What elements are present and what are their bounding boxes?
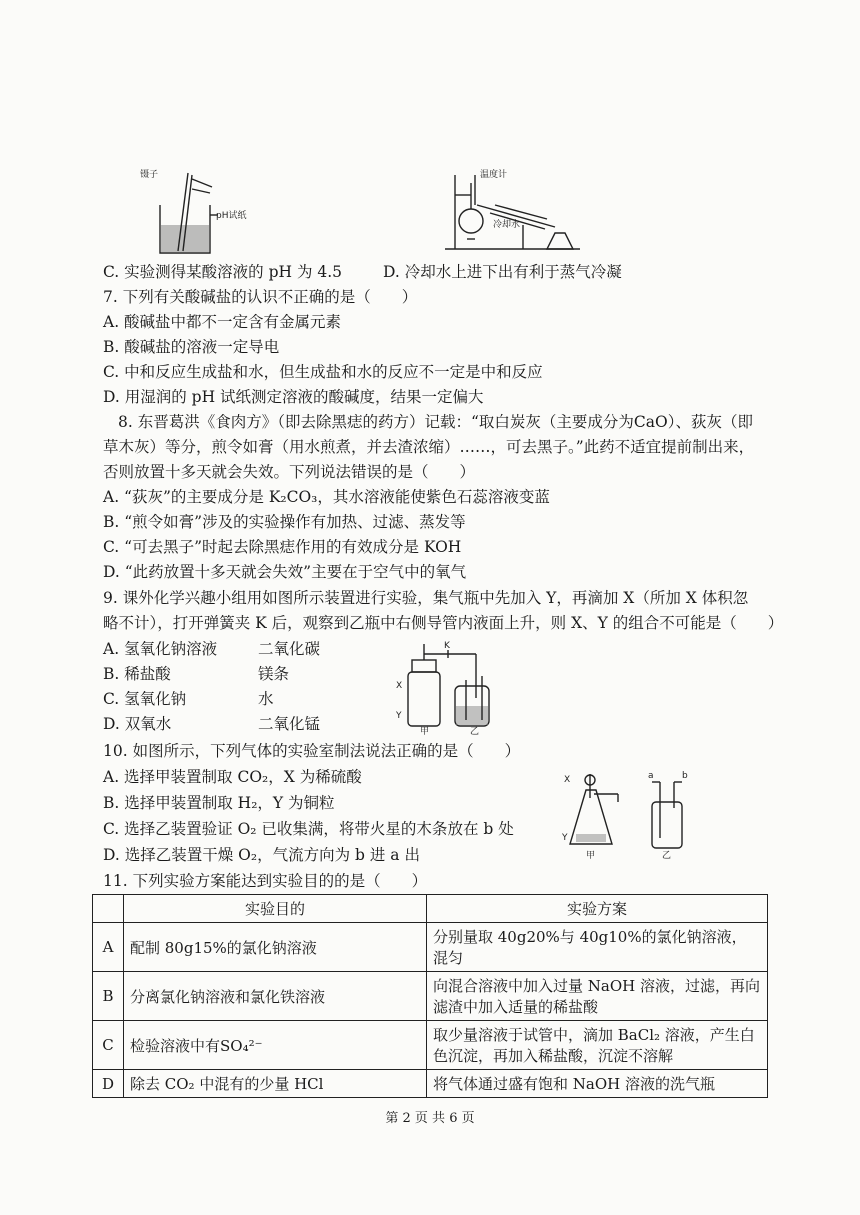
q9-option-a-y: 二氧化碳 <box>258 640 321 658</box>
page-footer: 第 2 页 共 6 页 <box>385 1111 475 1126</box>
table-row <box>93 1070 768 1098</box>
fig-d-label2: 冷却水 <box>493 220 521 230</box>
fig-c-label2: pH试纸 <box>216 211 247 221</box>
table-row <box>93 1021 768 1070</box>
q10-stem: 10. 如图所示，下列气体的实验室制法说法正确的是（ ） <box>103 742 521 760</box>
q9-option-a: A. 氢氧化钠溶液 <box>103 640 218 658</box>
q10-option-b: B. 选择甲装置制取 H₂，Y 为铜粒 <box>103 794 335 812</box>
table-header: 实验目的 <box>124 895 427 923</box>
q8-option-c: C. “可去黑子”时起去除黑痣作用的有效成分是 KOH <box>103 538 462 556</box>
q6-option-c: C. 实验测得某酸溶液的 pH 为 4.5 <box>103 263 343 281</box>
q9-fig-k: K <box>444 641 450 651</box>
row-purpose: 除去 CO₂ 中混有的少量 HCl <box>124 1070 427 1098</box>
q9-fig-yi: 乙 <box>470 727 480 735</box>
q8-option-b: B. “煎令如膏”涉及的实验操作有加热、过滤、蒸发等 <box>103 513 466 531</box>
q10-option-c: C. 选择乙装置验证 O₂ 已收集满，将带火星的木条放在 b 处 <box>103 820 514 838</box>
q9-option-b: B. 稀盐酸 <box>103 665 171 683</box>
q8-line2: 草木灰）等分，煎令如膏（用水煎煮，并去渣浓缩）……，可去黑子。”此药不适宜提前制出来， <box>103 438 755 456</box>
fig-d-label: 温度计 <box>480 170 508 180</box>
q9-line1: 9. 课外化学兴趣小组用如图所示装置进行实验，集气瓶中先加入 Y，再滴加 X（所加 X 体积忽 <box>103 589 749 607</box>
q10-option-a: A. 选择甲装置制取 CO₂，X 为稀硫酸 <box>103 768 362 786</box>
q9-fig-x: X <box>396 681 403 691</box>
q7-option-d: D. 用湿润的 pH 试纸测定溶液的酸碱度，结果一定偏大 <box>103 388 484 406</box>
q11-stem: 11. 下列实验方案能达到实验目的的是（ ） <box>103 872 428 890</box>
q8-line3: 否则放置十多天就会失效。下列说法错误的是（ ） <box>103 463 476 481</box>
q10-fig-x: X <box>564 775 571 785</box>
q10-fig-jia: 甲 <box>586 851 596 860</box>
row-purpose: 检验溶液中有SO₄²⁻ <box>124 1021 427 1070</box>
row-purpose: 配制 80g15%的氯化钠溶液 <box>124 923 427 972</box>
beaker-tweezers-figure <box>140 165 250 260</box>
q10-fig-b: b <box>682 771 688 781</box>
q9-option-d-y: 二氧化锰 <box>258 715 321 733</box>
q6-option-d: D. 冷却水上进下出有利于蒸气冷凝 <box>383 263 622 281</box>
q9-fig-jia: 甲 <box>420 727 430 735</box>
q10-apparatus-figure <box>560 768 710 860</box>
row-letter: A <box>93 923 124 972</box>
row-plan: 分别量取 40g20%与 40g10%的氯化钠溶液，混匀 <box>427 923 768 972</box>
table-header-row <box>93 895 768 923</box>
row-plan: 向混合溶液中加入过量 NaOH 溶液，过滤，再向滤渣中加入适量的稀盐酸 <box>427 972 768 1021</box>
table-header <box>93 895 124 923</box>
q9-option-b-y: 镁条 <box>258 665 290 683</box>
row-plan: 将气体通过盛有饱和 NaOH 溶液的洗气瓶 <box>427 1070 768 1098</box>
row-letter: C <box>93 1021 124 1070</box>
fig-c-label: 镊子 <box>140 170 159 180</box>
q9-option-c-y: 水 <box>258 690 274 708</box>
q10-fig-y: Y <box>562 833 568 843</box>
q9-option-c: C. 氢氧化钠 <box>103 690 187 708</box>
q10-fig-yi: 乙 <box>662 851 672 860</box>
q7-option-c: C. 中和反应生成盐和水，但生成盐和水的反应不一定是中和反应 <box>103 363 543 381</box>
q8-option-a: A. “荻灰”的主要成分是 K₂CO₃，其水溶液能使紫色石蕊溶液变蓝 <box>103 488 550 506</box>
q9-fig-y: Y <box>396 711 402 721</box>
row-letter: B <box>93 972 124 1021</box>
distillation-figure <box>435 165 585 255</box>
q9-option-d: D. 双氧水 <box>103 715 172 733</box>
q7-option-b: B. 酸碱盐的溶液一定导电 <box>103 338 280 356</box>
q8-option-d: D. “此药放置十多天就会失效”主要在于空气中的氧气 <box>103 563 467 581</box>
table-row <box>93 972 768 1021</box>
q7-stem: 7. 下列有关酸碱盐的认识不正确的是（ ） <box>103 288 418 306</box>
table-header: 实验方案 <box>427 895 768 923</box>
q8-line1: 8. 东晋葛洪《食肉方》（即去除黑痣的药方）记载：“取白炭灰（主要成分为CaO）、荻灰（即 <box>118 413 753 431</box>
q10-fig-a: a <box>648 771 654 781</box>
q10-option-d: D. 选择乙装置干燥 O₂，气流方向为 b 进 a 出 <box>103 846 420 864</box>
q9-apparatus-figure <box>390 640 505 735</box>
table-row <box>93 923 768 972</box>
q11-table <box>92 894 768 1098</box>
q7-option-a: A. 酸碱盐中都不一定含有金属元素 <box>103 313 342 331</box>
row-letter: D <box>93 1070 124 1098</box>
row-plan: 取少量溶液于试管中，滴加 BaCl₂ 溶液，产生白色沉淀，再加入稀盐酸，沉淀不溶解 <box>427 1021 768 1070</box>
q9-line2: 略不计），打开弹簧夹 K 后，观察到乙瓶中右侧导管内液面上升，则 X、Y 的组合不可能是（ ） <box>103 614 784 632</box>
row-purpose: 分离氯化钠溶液和氯化铁溶液 <box>124 972 427 1021</box>
